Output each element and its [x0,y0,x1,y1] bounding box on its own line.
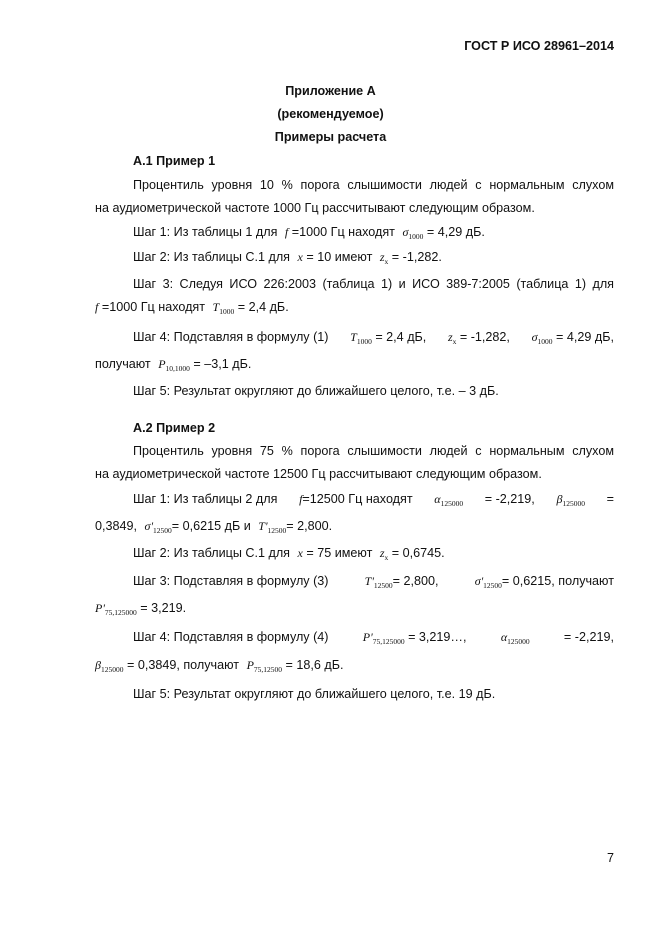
ex2-s1-beta: β [556,492,563,506]
ex2-s4-Psub: 75,125000 [372,637,405,646]
ex2-s3-T: T' [364,574,374,588]
example2-step1-line1 [133,492,614,508]
example1-step4-line1 [133,330,614,346]
example1-intro-line1: Процентиль уровня 10 % порога слышимости людей с нормальным слухом [133,178,614,192]
ex2-s4-bsub: 125000 [100,665,124,674]
ex2-s2-b: = 75 имеют [306,546,373,560]
ex1-s4-sym: σ [531,330,538,344]
ex2-s3-a: Шаг 3: Подставляя в формулу (3) [133,574,329,588]
ex2-s1-e: 0,3849, [95,519,138,533]
appendix-status: (рекомендуемое) [277,107,384,121]
ex1-s3-T: T [212,300,220,314]
ex1-s3-f: f [95,300,99,314]
ex2-s2-c: = 0,6745. [391,546,445,560]
ex2-s1-g: = 0,6215 дБ и [171,519,251,533]
ex1-s4-c: = -1,282, [459,330,510,344]
ex1-s2-zsub: x [384,257,389,266]
standard-designation: ГОСТ Р ИСО 28961–2014 [464,39,614,53]
ex2-s1-Tsub: 12500 [267,526,287,535]
ex1-s4-f: = –3,1 дБ. [193,357,252,371]
ex1-s1-sym: σ [402,225,409,239]
ex2-s1-h: = 2,800. [286,519,333,533]
example2-intro-line2: на аудиометрической частоте 12500 Гц рассчитывают следующим образом. [95,467,542,481]
ex2-s3-b: = 2,800, [392,574,439,588]
ex1-s4-P: P [158,357,166,371]
example2-intro-line1: Процентиль уровня 75 % порога слышимости людей с нормальным слухом [133,444,614,458]
ex2-s4-P2sub: 75,12500 [253,665,283,674]
ex1-s4-ssub: 1000 [537,337,553,346]
ex2-s4-P2: P [246,658,254,672]
ex2-s2-x: x [297,546,303,560]
ex1-s2-b: = 10 имеют [306,250,373,264]
ex2-s3-Tsub: 12500 [373,581,393,590]
ex1-s1-f: f [284,225,289,239]
ex2-s4-d: = 0,3849, получают [126,658,240,672]
appendix-subtitle: Примеры расчета [274,130,387,144]
example1-step5: Шаг 5: Результат округляют до ближайшего целого, т.е. – 3 дБ. [133,384,499,398]
ex1-s4-d: = 4,29 дБ, [556,330,614,344]
page-number: 7 [606,851,614,865]
example1-intro-line2: на аудиометрической частоте 1000 Гц рассчитывают следующим образом. [95,201,535,215]
ex2-s2-a: Шаг 2: Из таблицы С.1 для [133,546,291,560]
ex1-s1-sub: 1000 [408,232,424,241]
ex2-s1-d: = [606,492,614,506]
ex2-s3-sigma: σ' [474,574,484,588]
ex2-s4-P: P' [362,630,373,644]
ex1-s3-Tsub: 1000 [219,307,235,316]
ex2-s4-e: = 18,6 дБ. [285,658,344,672]
ex2-s1-f: f [299,492,303,506]
example2-step1-line2 [95,519,332,535]
example2-step4-line2 [95,658,344,674]
ex1-s3-b: = 2,4 дБ. [237,300,289,314]
example1-step3-line1: Шаг 3: Следуя ИСО 226:2003 (таблица 1) и ИСО 389-7:2005 (таблица 1) для [133,277,614,291]
ex1-s4-Psub: 10,1000 [165,364,190,373]
ex2-s3-c: = 0,6215, получают [501,574,614,588]
example1-step4-line2 [95,357,251,373]
ex2-s1-asub: 125000 [440,499,464,508]
example2-step2 [133,546,445,562]
ex1-s4-b: = 2,4 дБ, [375,330,427,344]
ex1-s2-a: Шаг 2: Из таблицы С.1 для [133,250,291,264]
ex2-s4-alpha: α [500,630,508,644]
ex2-s1-b: =12500 Гц находят [302,492,413,506]
ex2-s4-a: Шаг 4: Подставляя в формулу (4) [133,630,329,644]
example1-step1 [133,225,485,241]
ex2-s1-T: T' [258,519,268,533]
ex2-s2-zsub: x [384,553,389,562]
example1-step2 [133,250,442,266]
example2-step3-line1 [133,574,614,590]
ex2-s1-a: Шаг 1: Из таблицы 2 для [133,492,278,506]
ex2-s3-Psub: 75,125000 [104,608,137,617]
example2-step4-line1 [133,630,614,646]
ex2-s1-c: = -2,219, [484,492,535,506]
ex1-s4-T: T [350,330,357,344]
appendix-title: Приложение А [285,84,376,98]
ex1-s3-a: =1000 Гц находят [101,300,206,314]
ex1-s2-x: x [297,250,303,264]
ex2-s4-beta: β [95,658,101,672]
ex1-s4-a: Шаг 4: Подставляя в формулу (1) [133,330,329,344]
example1-heading: А.1 Пример 1 [133,154,216,168]
example2-step5: Шаг 5: Результат округляют до ближайшего целого, т.е. 19 дБ. [133,687,496,701]
ex2-s1-alpha: α [434,492,441,506]
ex2-s3-d: = 3,219. [140,601,187,615]
example1-step3-line2 [95,300,289,316]
ex1-s1-c: = 4,29 дБ. [426,225,485,239]
ex1-s2-z: z [379,250,385,264]
ex2-s3-ssub: 12500 [483,581,502,590]
ex1-s4-Tsub: 1000 [356,337,372,346]
ex2-s1-sigma: σ' [144,519,154,533]
ex2-s1-bsub: 125000 [562,499,585,508]
ex1-s2-c: = -1,282. [391,250,442,264]
ex2-s2-z: z [379,546,385,560]
ex1-s4-e: получают [95,357,151,371]
ex1-s4-z: z [447,330,453,344]
ex2-s1-ssub: 12500 [153,526,172,535]
ex1-s4-zsub: x [452,337,457,346]
ex2-s4-b: = 3,219…, [408,630,467,644]
ex1-s1-b: =1000 Гц находят [291,225,395,239]
ex2-s4-asub: 125000 [507,637,530,646]
example2-heading: А.2 Пример 2 [133,421,216,435]
example2-step3-line2 [95,601,186,617]
ex1-s1-a: Шаг 1: Из таблицы 1 для [133,225,278,239]
ex2-s3-P: P' [95,601,105,615]
ex2-s4-c: = -2,219, [563,630,614,644]
